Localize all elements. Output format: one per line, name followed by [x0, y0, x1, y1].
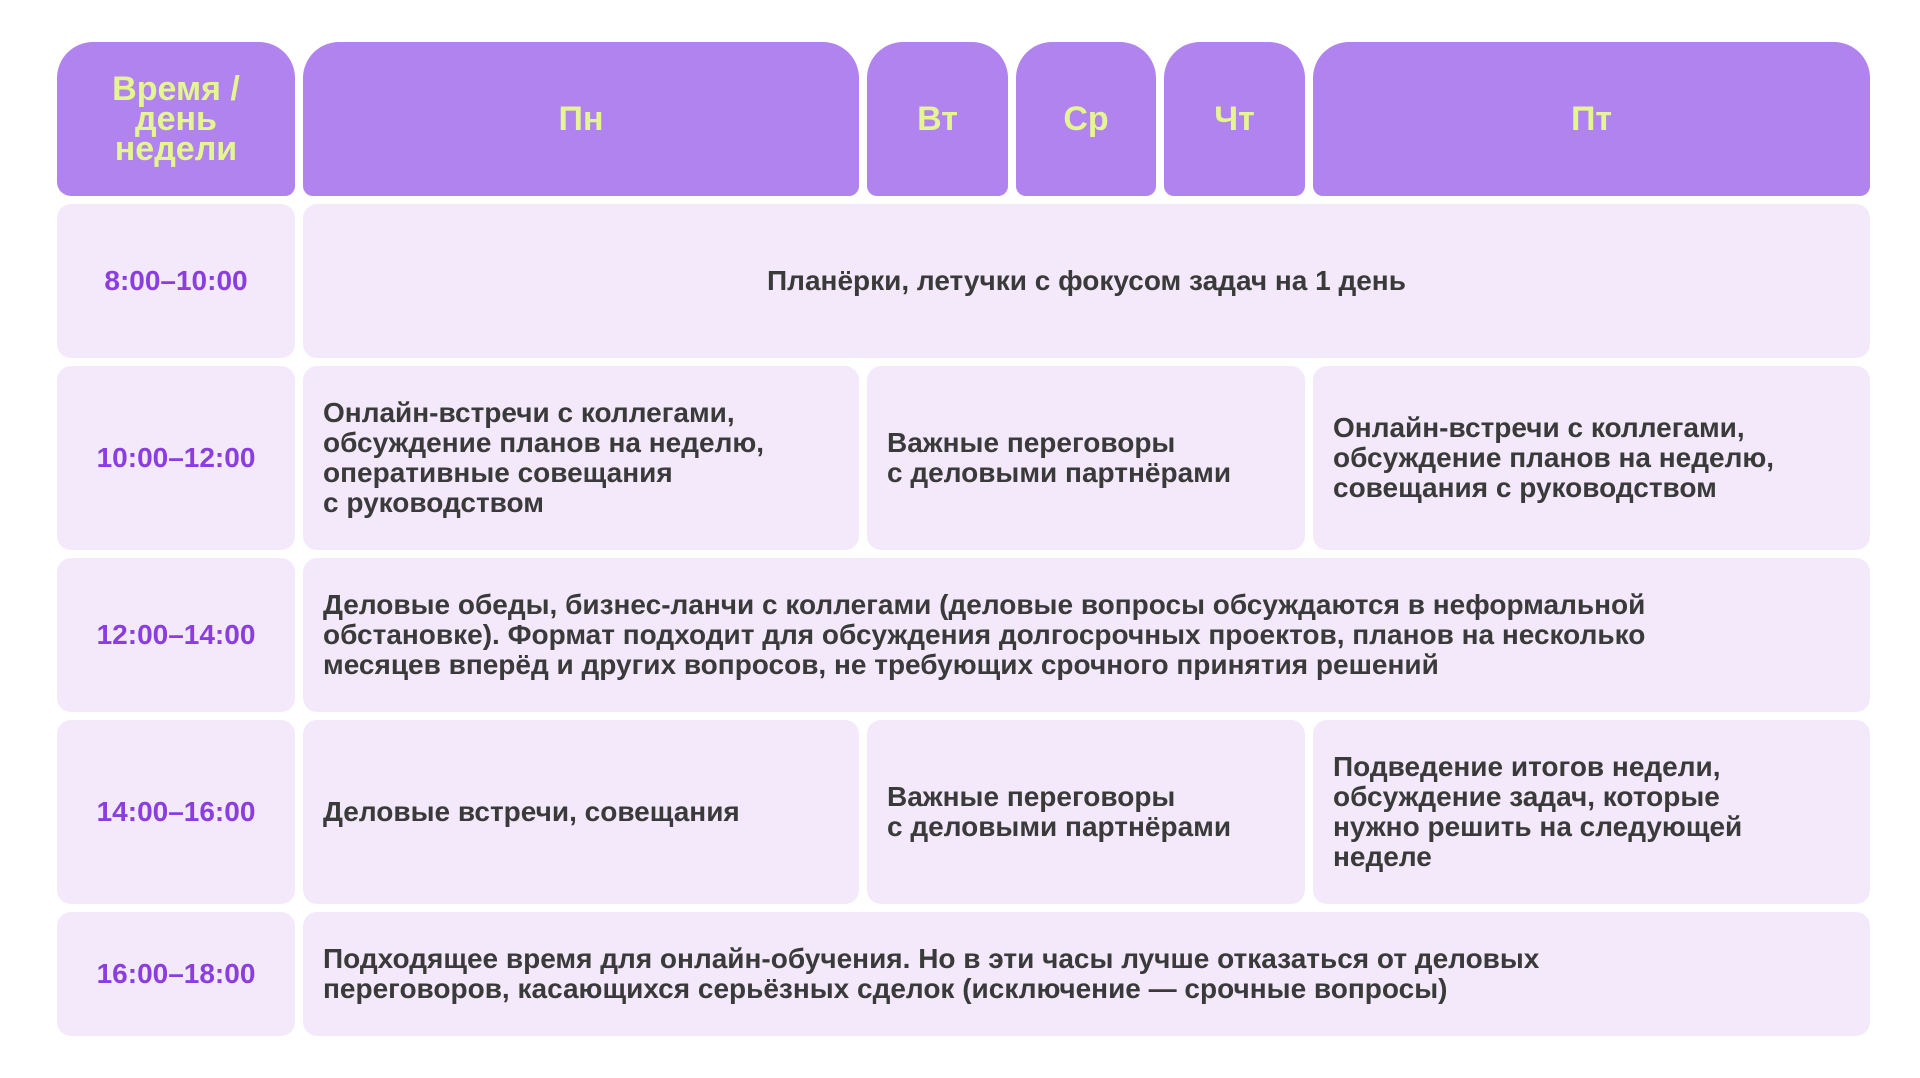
header-day-fri: Пт	[1313, 42, 1870, 196]
header-day-mon: Пн	[303, 42, 859, 196]
time-slot-1200: 12:00–14:00	[57, 558, 295, 712]
slot-1200-all-days: Деловые обеды, бизнес-ланчи с коллегами (деловые вопросы обсуждаются в неформальной обстановке). Формат подходит для обсуждения долгосрочных проектов, планов на несколько месяцев вперёд и других вопросов, не требующих срочного принятия решений	[303, 558, 1870, 712]
slot-1000-tue-thu: Важные переговоры с деловыми партнёрами	[867, 366, 1305, 550]
time-slot-1600: 16:00–18:00	[57, 912, 295, 1036]
time-slot-0800: 8:00–10:00	[57, 204, 295, 358]
slot-1400-mon: Деловые встречи, совещания	[303, 720, 859, 904]
schedule-table	[57, 42, 1873, 1036]
header-day-tue: Вт	[867, 42, 1008, 196]
slot-0800-all-days: Планёрки, летучки с фокусом задач на 1 день	[303, 204, 1870, 358]
header-corner: Время / день недели	[57, 42, 295, 196]
time-slot-1000: 10:00–12:00	[57, 366, 295, 550]
header-day-wed: Ср	[1016, 42, 1156, 196]
slot-1400-fri: Подведение итогов недели, обсуждение задач, которые нужно решить на следующей неделе	[1313, 720, 1870, 904]
slot-1600-all-days: Подходящее время для онлайн-обучения. Но в эти часы лучше отказаться от деловых переговоров, касающихся серьёзных сделок (исключение — срочные вопросы)	[303, 912, 1870, 1036]
time-slot-1400: 14:00–16:00	[57, 720, 295, 904]
slot-1000-mon: Онлайн-встречи с коллегами, обсуждение планов на неделю, оперативные совещания с руководством	[303, 366, 859, 550]
slot-1000-fri: Онлайн-встречи с коллегами, обсуждение планов на неделю, совещания с руководством	[1313, 366, 1870, 550]
header-day-thu: Чт	[1164, 42, 1305, 196]
slot-1400-tue-thu: Важные переговоры с деловыми партнёрами	[867, 720, 1305, 904]
